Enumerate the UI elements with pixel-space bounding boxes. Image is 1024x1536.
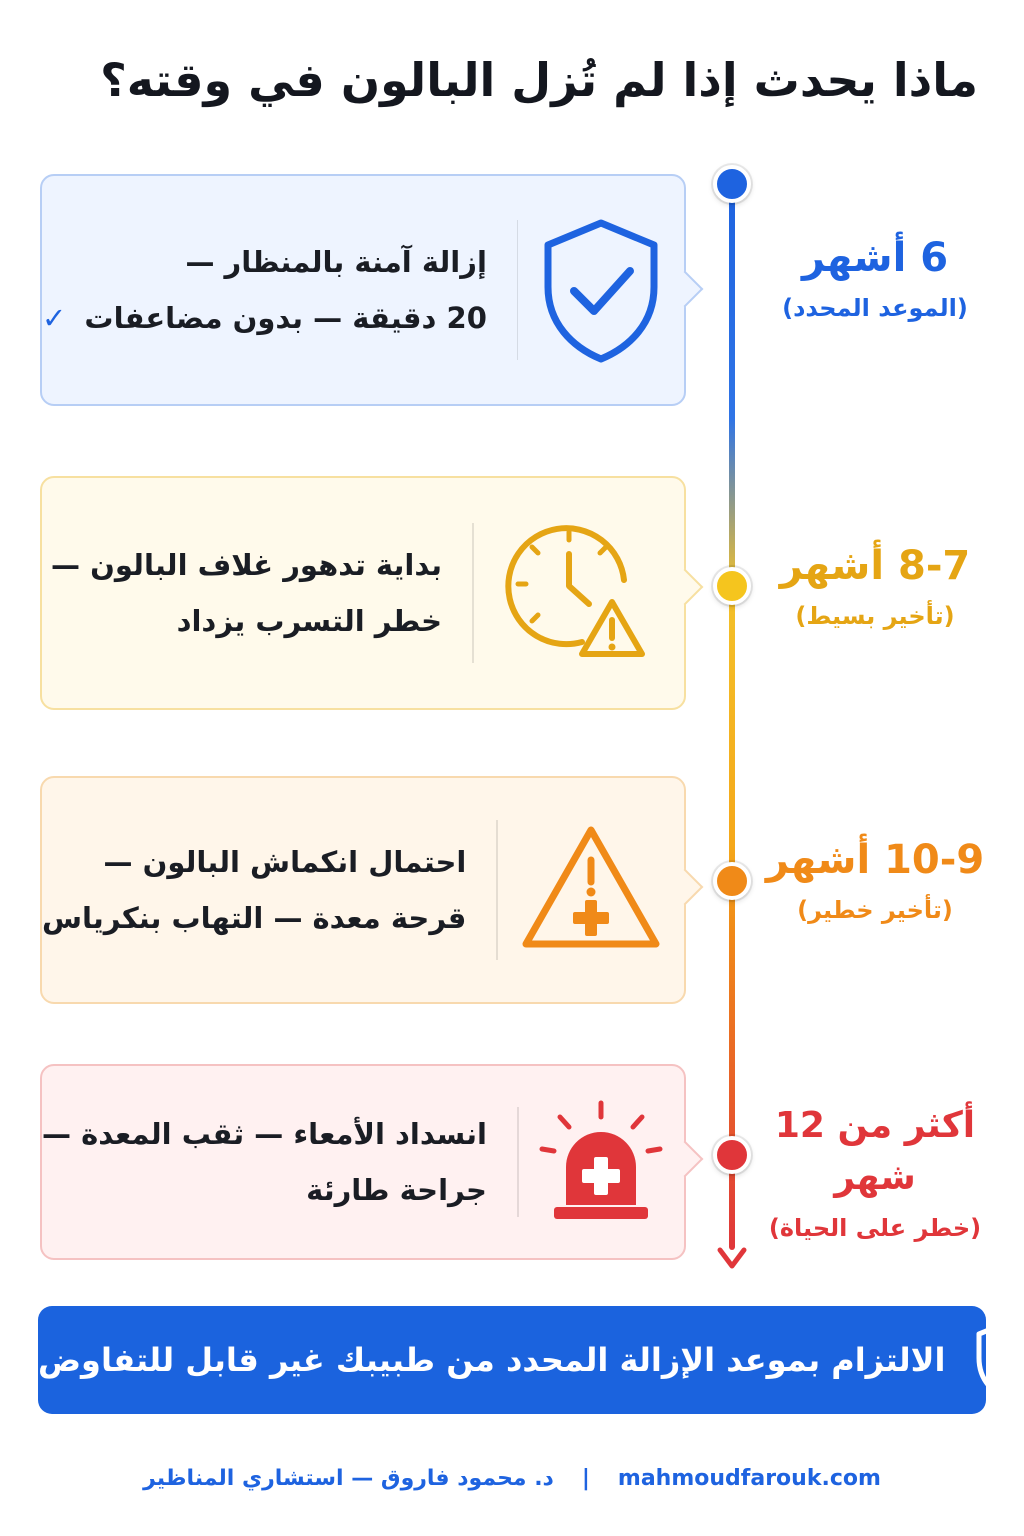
period-status: (الموعد المحدد) [782, 294, 968, 322]
period-value: 8-7 أشهر [779, 543, 971, 589]
card-divider [517, 220, 519, 360]
footer-website-link[interactable]: mahmoudfarouk.com [617, 1465, 881, 1491]
footer-author: د. محمود فاروق — استشاري المناظير [143, 1465, 554, 1491]
card-divider [496, 820, 498, 960]
period-label-4 [755, 1100, 995, 1248]
card-line-2-text: 20 دقيقة — بدون مضاعفات [84, 301, 487, 335]
stage-card-3 [40, 776, 686, 1004]
stage-card-4 [40, 1064, 686, 1260]
card-text [42, 1106, 517, 1218]
card-line-2: خطر التسرب يزداد [176, 604, 442, 638]
period-label-3 [755, 834, 995, 930]
period-status: (تأخير بسيط) [795, 602, 955, 630]
page-title: ماذا يحدث إذا لم تُزل البالون في وقته؟ [100, 53, 978, 107]
check-icon: ✓ [42, 301, 67, 335]
period-value: 10-9 أشهر [765, 837, 985, 883]
clock-warning-icon [474, 518, 684, 668]
shield-check-icon [518, 215, 684, 365]
footer-separator: | [581, 1465, 590, 1491]
timeline-node-3 [713, 862, 751, 900]
commitment-banner [38, 1306, 986, 1414]
card-line-1: انسداد الأمعاء — ثقب المعدة — [42, 1117, 487, 1151]
timeline-line [729, 184, 735, 1250]
period-value: أكثر من 12 شهر [774, 1105, 976, 1198]
period-status: (خطر على الحياة) [768, 1214, 982, 1242]
footer [0, 1460, 1024, 1496]
period-label-1 [755, 232, 995, 328]
card-divider [517, 1107, 519, 1217]
shield-check-icon [973, 1316, 1024, 1404]
period-status: (تأخير خطير) [797, 896, 953, 924]
period-label-2 [755, 540, 995, 636]
banner-text: الالتزام بموعد الإزالة المحدد من طبيبك غير قابل للتفاوض [38, 1341, 946, 1379]
card-line-2: جراحة طارئة [306, 1173, 487, 1207]
emergency-siren-icon [519, 1097, 684, 1227]
timeline-node-1 [713, 165, 751, 203]
card-line-1: بداية تدهور غلاف البالون — [51, 548, 442, 582]
stage-card-1 [40, 174, 686, 406]
card-line-2: قرحة معدة — التهاب بنكرياس [42, 901, 467, 935]
card-line-2 [42, 290, 487, 346]
card-text [42, 537, 472, 649]
card-text [42, 834, 496, 946]
timeline-arrow-icon [716, 1240, 748, 1272]
card-divider [472, 523, 474, 663]
card-line-1: إزالة آمنة بالمنظار — [185, 245, 487, 279]
card-line-1: احتمال انكماش البالون — [103, 845, 467, 879]
card-text [42, 234, 517, 346]
warning-medical-icon [498, 820, 684, 960]
period-value: 6 أشهر [801, 235, 949, 281]
stage-card-2 [40, 476, 686, 710]
timeline-node-4 [713, 1136, 751, 1174]
timeline-node-2 [713, 567, 751, 605]
